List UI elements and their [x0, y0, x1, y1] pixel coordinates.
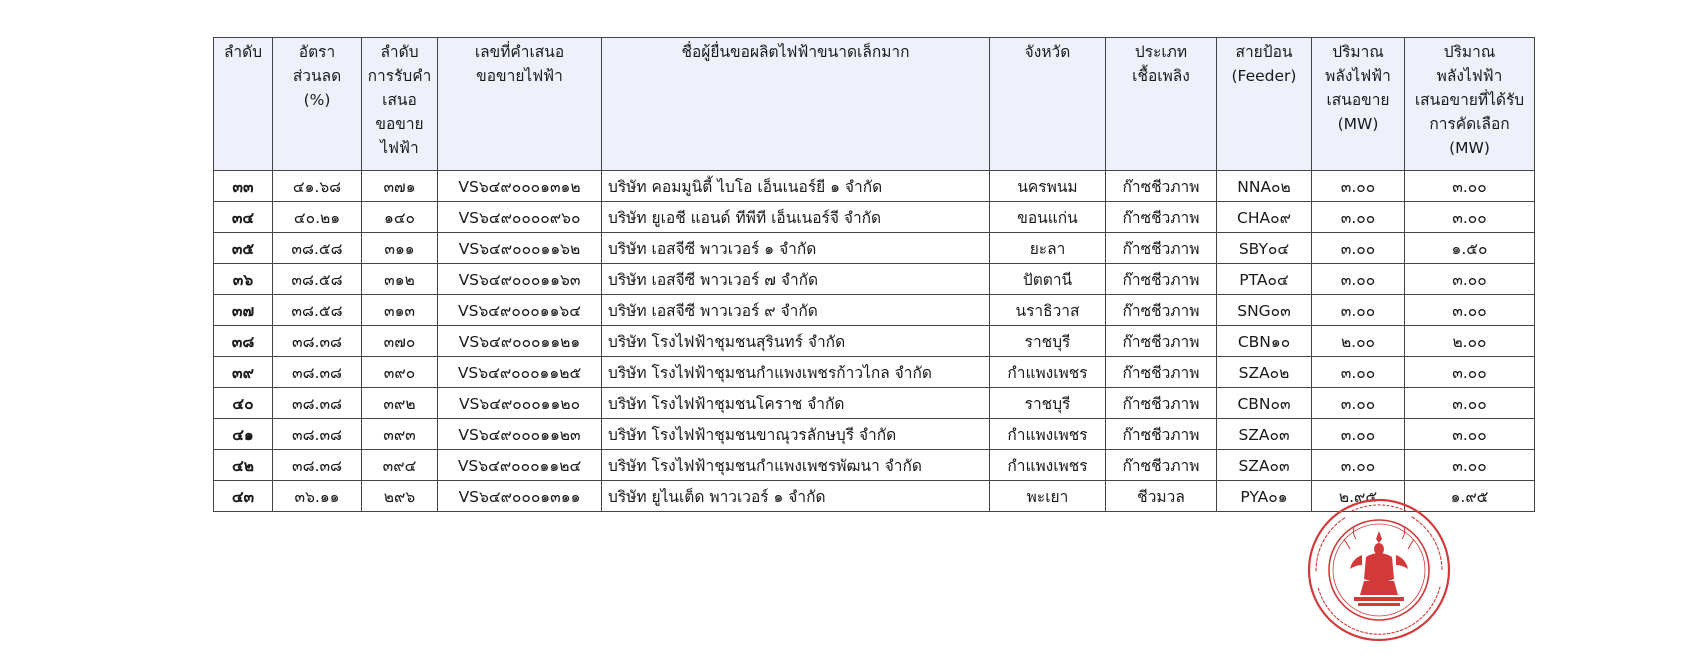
- column-header-line: ชื่อผู้ยื่นขอผลิตไฟฟ้าขนาดเล็กมาก: [681, 43, 910, 61]
- discount-cell: ๓๘.๕๘: [273, 264, 362, 295]
- table-row: [214, 295, 1535, 326]
- table-row: [214, 264, 1535, 295]
- proposal-no-cell: VS๖๔๙๐๐๐๑๑๒๕: [438, 357, 602, 388]
- discount-cell: ๓๘.๓๘: [273, 450, 362, 481]
- selected-mw-cell: ๓.๐๐: [1405, 171, 1535, 202]
- order-cell: ๓๙๐: [362, 357, 438, 388]
- feeder-cell: CBN๑๐: [1217, 326, 1312, 357]
- fuel-type-cell: ก๊าซชีวภาพ: [1106, 357, 1217, 388]
- seq-cell: ๓๔: [214, 202, 273, 233]
- column-header-line: (MW): [1449, 139, 1490, 157]
- offered-mw-cell: ๒.๙๕: [1312, 481, 1405, 512]
- seq-cell: ๔๒: [214, 450, 273, 481]
- province-cell: นราธิวาส: [990, 295, 1106, 326]
- table-row: [214, 357, 1535, 388]
- province-cell: นครพนม: [990, 171, 1106, 202]
- column-header-line: เสนอขายที่ได้รับ: [1414, 91, 1525, 109]
- fuel-type-cell: ก๊าซชีวภาพ: [1106, 295, 1217, 326]
- offered-mw-cell: ๓.๐๐: [1312, 171, 1405, 202]
- column-header-line: ขอขาย: [375, 115, 424, 133]
- selected-mw-cell: ๓.๐๐: [1405, 388, 1535, 419]
- seq-cell: ๓๘: [214, 326, 273, 357]
- column-header-line: ปริมาณ: [1332, 43, 1384, 61]
- feeder-cell: PYA๐๑: [1217, 481, 1312, 512]
- province-cell: กำแพงเพชร: [990, 419, 1106, 450]
- feeder-cell: SBY๐๔: [1217, 233, 1312, 264]
- feeder-cell: SZA๐๒: [1217, 357, 1312, 388]
- column-header: [602, 38, 990, 171]
- offered-mw-cell: ๓.๐๐: [1312, 233, 1405, 264]
- column-header-line: จังหวัด: [1024, 43, 1071, 61]
- order-cell: ๓๙๓: [362, 419, 438, 450]
- applicant-name-cell: บริษัท โรงไฟฟ้าชุมชนสุรินทร์ จำกัด: [602, 326, 990, 357]
- seq-cell: ๔๑: [214, 419, 273, 450]
- column-header-line: (MW): [1337, 115, 1379, 133]
- discount-cell: ๔๑.๖๘: [273, 171, 362, 202]
- column-header-line: (Feeder): [1231, 67, 1297, 85]
- fuel-type-cell: ก๊าซชีวภาพ: [1106, 264, 1217, 295]
- proposal-no-cell: VS๖๔๙๐๐๐๑๑๒๔: [438, 450, 602, 481]
- order-cell: ๓๑๓: [362, 295, 438, 326]
- proposal-no-cell: VS๖๔๙๐๐๐๑๑๖๒: [438, 233, 602, 264]
- seq-cell: ๔๓: [214, 481, 273, 512]
- column-header-line: เสนอขาย: [1326, 91, 1390, 109]
- table-header-row: [214, 38, 1535, 171]
- selected-mw-cell: ๓.๐๐: [1405, 202, 1535, 233]
- discount-cell: ๓๘.๓๘: [273, 388, 362, 419]
- order-cell: ๓๑๒: [362, 264, 438, 295]
- results-table: [213, 37, 1535, 512]
- applicant-name-cell: บริษัท คอมมูนิตี้ ไบโอ เอ็นเนอร์ยี ๑ จำกัด: [602, 171, 990, 202]
- feeder-cell: SZA๐๓: [1217, 419, 1312, 450]
- column-header-line: ขอขายไฟฟ้า: [476, 67, 563, 85]
- discount-cell: ๓๘.๕๘: [273, 295, 362, 326]
- proposal-no-cell: VS๖๔๙๐๐๐๑๑๒๐: [438, 388, 602, 419]
- applicant-name-cell: บริษัท เอสจีซี พาวเวอร์ ๑ จำกัด: [602, 233, 990, 264]
- selected-mw-cell: ๓.๐๐: [1405, 419, 1535, 450]
- column-header: [1312, 38, 1405, 171]
- column-header-line: ไฟฟ้า: [380, 139, 419, 157]
- selected-mw-cell: ๓.๐๐: [1405, 450, 1535, 481]
- fuel-type-cell: ก๊าซชีวภาพ: [1106, 202, 1217, 233]
- order-cell: ๓๙๒: [362, 388, 438, 419]
- offered-mw-cell: ๓.๐๐: [1312, 264, 1405, 295]
- offered-mw-cell: ๓.๐๐: [1312, 202, 1405, 233]
- province-cell: ยะลา: [990, 233, 1106, 264]
- column-header: [273, 38, 362, 171]
- offered-mw-cell: ๓.๐๐: [1312, 357, 1405, 388]
- table-row: [214, 202, 1535, 233]
- column-header-line: เสนอ: [382, 91, 417, 109]
- offered-mw-cell: ๓.๐๐: [1312, 388, 1405, 419]
- column-header-line: สายป้อน: [1235, 43, 1293, 61]
- proposal-no-cell: VS๖๔๙๐๐๐๐๙๖๐: [438, 202, 602, 233]
- seq-cell: ๓๗: [214, 295, 273, 326]
- proposal-no-cell: VS๖๔๙๐๐๐๑๑๖๓: [438, 264, 602, 295]
- seq-cell: ๔๐: [214, 388, 273, 419]
- table-row: [214, 388, 1535, 419]
- province-cell: ขอนแก่น: [990, 202, 1106, 233]
- official-seal: [1306, 497, 1452, 643]
- order-cell: ๓๑๑: [362, 233, 438, 264]
- fuel-type-cell: ก๊าซชีวภาพ: [1106, 326, 1217, 357]
- province-cell: กำแพงเพชร: [990, 357, 1106, 388]
- offered-mw-cell: ๓.๐๐: [1312, 450, 1405, 481]
- table-row: [214, 450, 1535, 481]
- column-header-line: พลังไฟฟ้า: [1325, 67, 1391, 85]
- column-header: [1405, 38, 1535, 171]
- table-row: [214, 233, 1535, 264]
- table-body: [214, 171, 1535, 512]
- selected-mw-cell: ๓.๐๐: [1405, 295, 1535, 326]
- column-header-line: พลังไฟฟ้า: [1436, 67, 1503, 85]
- order-cell: ๓๗๑: [362, 171, 438, 202]
- column-header-line: อัตรา: [298, 43, 336, 61]
- proposal-no-cell: VS๖๔๙๐๐๐๑๑๒๑: [438, 326, 602, 357]
- seq-cell: ๓๖: [214, 264, 273, 295]
- table-row: [214, 419, 1535, 450]
- discount-cell: ๓๘.๓๘: [273, 357, 362, 388]
- province-cell: ราชบุรี: [990, 388, 1106, 419]
- proposal-no-cell: VS๖๔๙๐๐๐๑๓๑๑: [438, 481, 602, 512]
- applicant-name-cell: บริษัท โรงไฟฟ้าชุมชนกำแพงเพชรพัฒนา จำกัด: [602, 450, 990, 481]
- column-header-line: ลำดับ: [223, 43, 263, 61]
- column-header-line: เลขที่คำเสนอ: [474, 43, 565, 61]
- province-cell: พะเยา: [990, 481, 1106, 512]
- selected-mw-cell: ๓.๐๐: [1405, 264, 1535, 295]
- offered-mw-cell: ๓.๐๐: [1312, 419, 1405, 450]
- applicant-name-cell: บริษัท ยูเอชี แอนด์ ทีพีที เอ็นเนอร์จี จำกัด: [602, 202, 990, 233]
- column-header-line: ปริมาณ: [1443, 43, 1496, 61]
- discount-cell: ๓๘.๓๘: [273, 419, 362, 450]
- province-cell: กำแพงเพชร: [990, 450, 1106, 481]
- fuel-type-cell: ก๊าซชีวภาพ: [1106, 233, 1217, 264]
- offered-mw-cell: ๓.๐๐: [1312, 295, 1405, 326]
- selected-mw-cell: ๒.๐๐: [1405, 326, 1535, 357]
- fuel-type-cell: ก๊าซชีวภาพ: [1106, 388, 1217, 419]
- column-header: [214, 38, 273, 171]
- selected-mw-cell: ๑.๙๕: [1405, 481, 1535, 512]
- proposal-no-cell: VS๖๔๙๐๐๐๑๑๒๓: [438, 419, 602, 450]
- feeder-cell: PTA๐๔: [1217, 264, 1312, 295]
- order-cell: ๑๔๐: [362, 202, 438, 233]
- column-header-line: การคัดเลือก: [1429, 115, 1510, 133]
- feeder-cell: CBN๐๓: [1217, 388, 1312, 419]
- applicant-name-cell: บริษัท ยูไนเต็ด พาวเวอร์ ๑ จำกัด: [602, 481, 990, 512]
- table-row: [214, 326, 1535, 357]
- table-row: [214, 171, 1535, 202]
- seq-cell: ๓๓: [214, 171, 273, 202]
- offered-mw-cell: ๒.๐๐: [1312, 326, 1405, 357]
- discount-cell: ๔๐.๒๑: [273, 202, 362, 233]
- seq-cell: ๓๙: [214, 357, 273, 388]
- column-header: [990, 38, 1106, 171]
- column-header-line: การรับคำ: [367, 67, 432, 85]
- fuel-type-cell: ก๊าซชีวภาพ: [1106, 450, 1217, 481]
- column-header-line: ส่วนลด: [292, 67, 342, 85]
- applicant-name-cell: บริษัท เอสจีซี พาวเวอร์ ๗ จำกัด: [602, 264, 990, 295]
- fuel-type-cell: ก๊าซชีวภาพ: [1106, 171, 1217, 202]
- column-header: [1217, 38, 1312, 171]
- feeder-cell: SNG๐๓: [1217, 295, 1312, 326]
- column-header-line: ประเภท: [1134, 43, 1188, 61]
- proposal-no-cell: VS๖๔๙๐๐๐๑๑๖๔: [438, 295, 602, 326]
- applicant-name-cell: บริษัท โรงไฟฟ้าชุมชนกำแพงเพชรก้าวไกล จำกัด: [602, 357, 990, 388]
- feeder-cell: NNA๐๒: [1217, 171, 1312, 202]
- applicant-name-cell: บริษัท เอสจีซี พาวเวอร์ ๙ จำกัด: [602, 295, 990, 326]
- seq-cell: ๓๕: [214, 233, 273, 264]
- column-header: [362, 38, 438, 171]
- order-cell: ๓๙๔: [362, 450, 438, 481]
- column-header-line: เชื้อเพลิง: [1132, 67, 1190, 85]
- selected-mw-cell: ๓.๐๐: [1405, 357, 1535, 388]
- order-cell: ๒๙๖: [362, 481, 438, 512]
- fuel-type-cell: ชีวมวล: [1106, 481, 1217, 512]
- discount-cell: ๓๘.๕๘: [273, 233, 362, 264]
- proposal-no-cell: VS๖๔๙๐๐๐๑๓๑๒: [438, 171, 602, 202]
- applicant-name-cell: บริษัท โรงไฟฟ้าชุมชนโคราช จำกัด: [602, 388, 990, 419]
- column-header: [438, 38, 602, 171]
- column-header-line: (%): [303, 91, 331, 109]
- column-header-line: ลำดับ: [380, 43, 419, 61]
- applicant-name-cell: บริษัท โรงไฟฟ้าชุมชนขาณุวรลักษบุรี จำกัด: [602, 419, 990, 450]
- discount-cell: ๓๘.๓๘: [273, 326, 362, 357]
- selected-mw-cell: ๑.๕๐: [1405, 233, 1535, 264]
- province-cell: ราชบุรี: [990, 326, 1106, 357]
- feeder-cell: CHA๐๙: [1217, 202, 1312, 233]
- column-header: [1106, 38, 1217, 171]
- feeder-cell: SZA๐๓: [1217, 450, 1312, 481]
- province-cell: ปัตตานี: [990, 264, 1106, 295]
- discount-cell: ๓๖.๑๑: [273, 481, 362, 512]
- order-cell: ๓๗๐: [362, 326, 438, 357]
- fuel-type-cell: ก๊าซชีวภาพ: [1106, 419, 1217, 450]
